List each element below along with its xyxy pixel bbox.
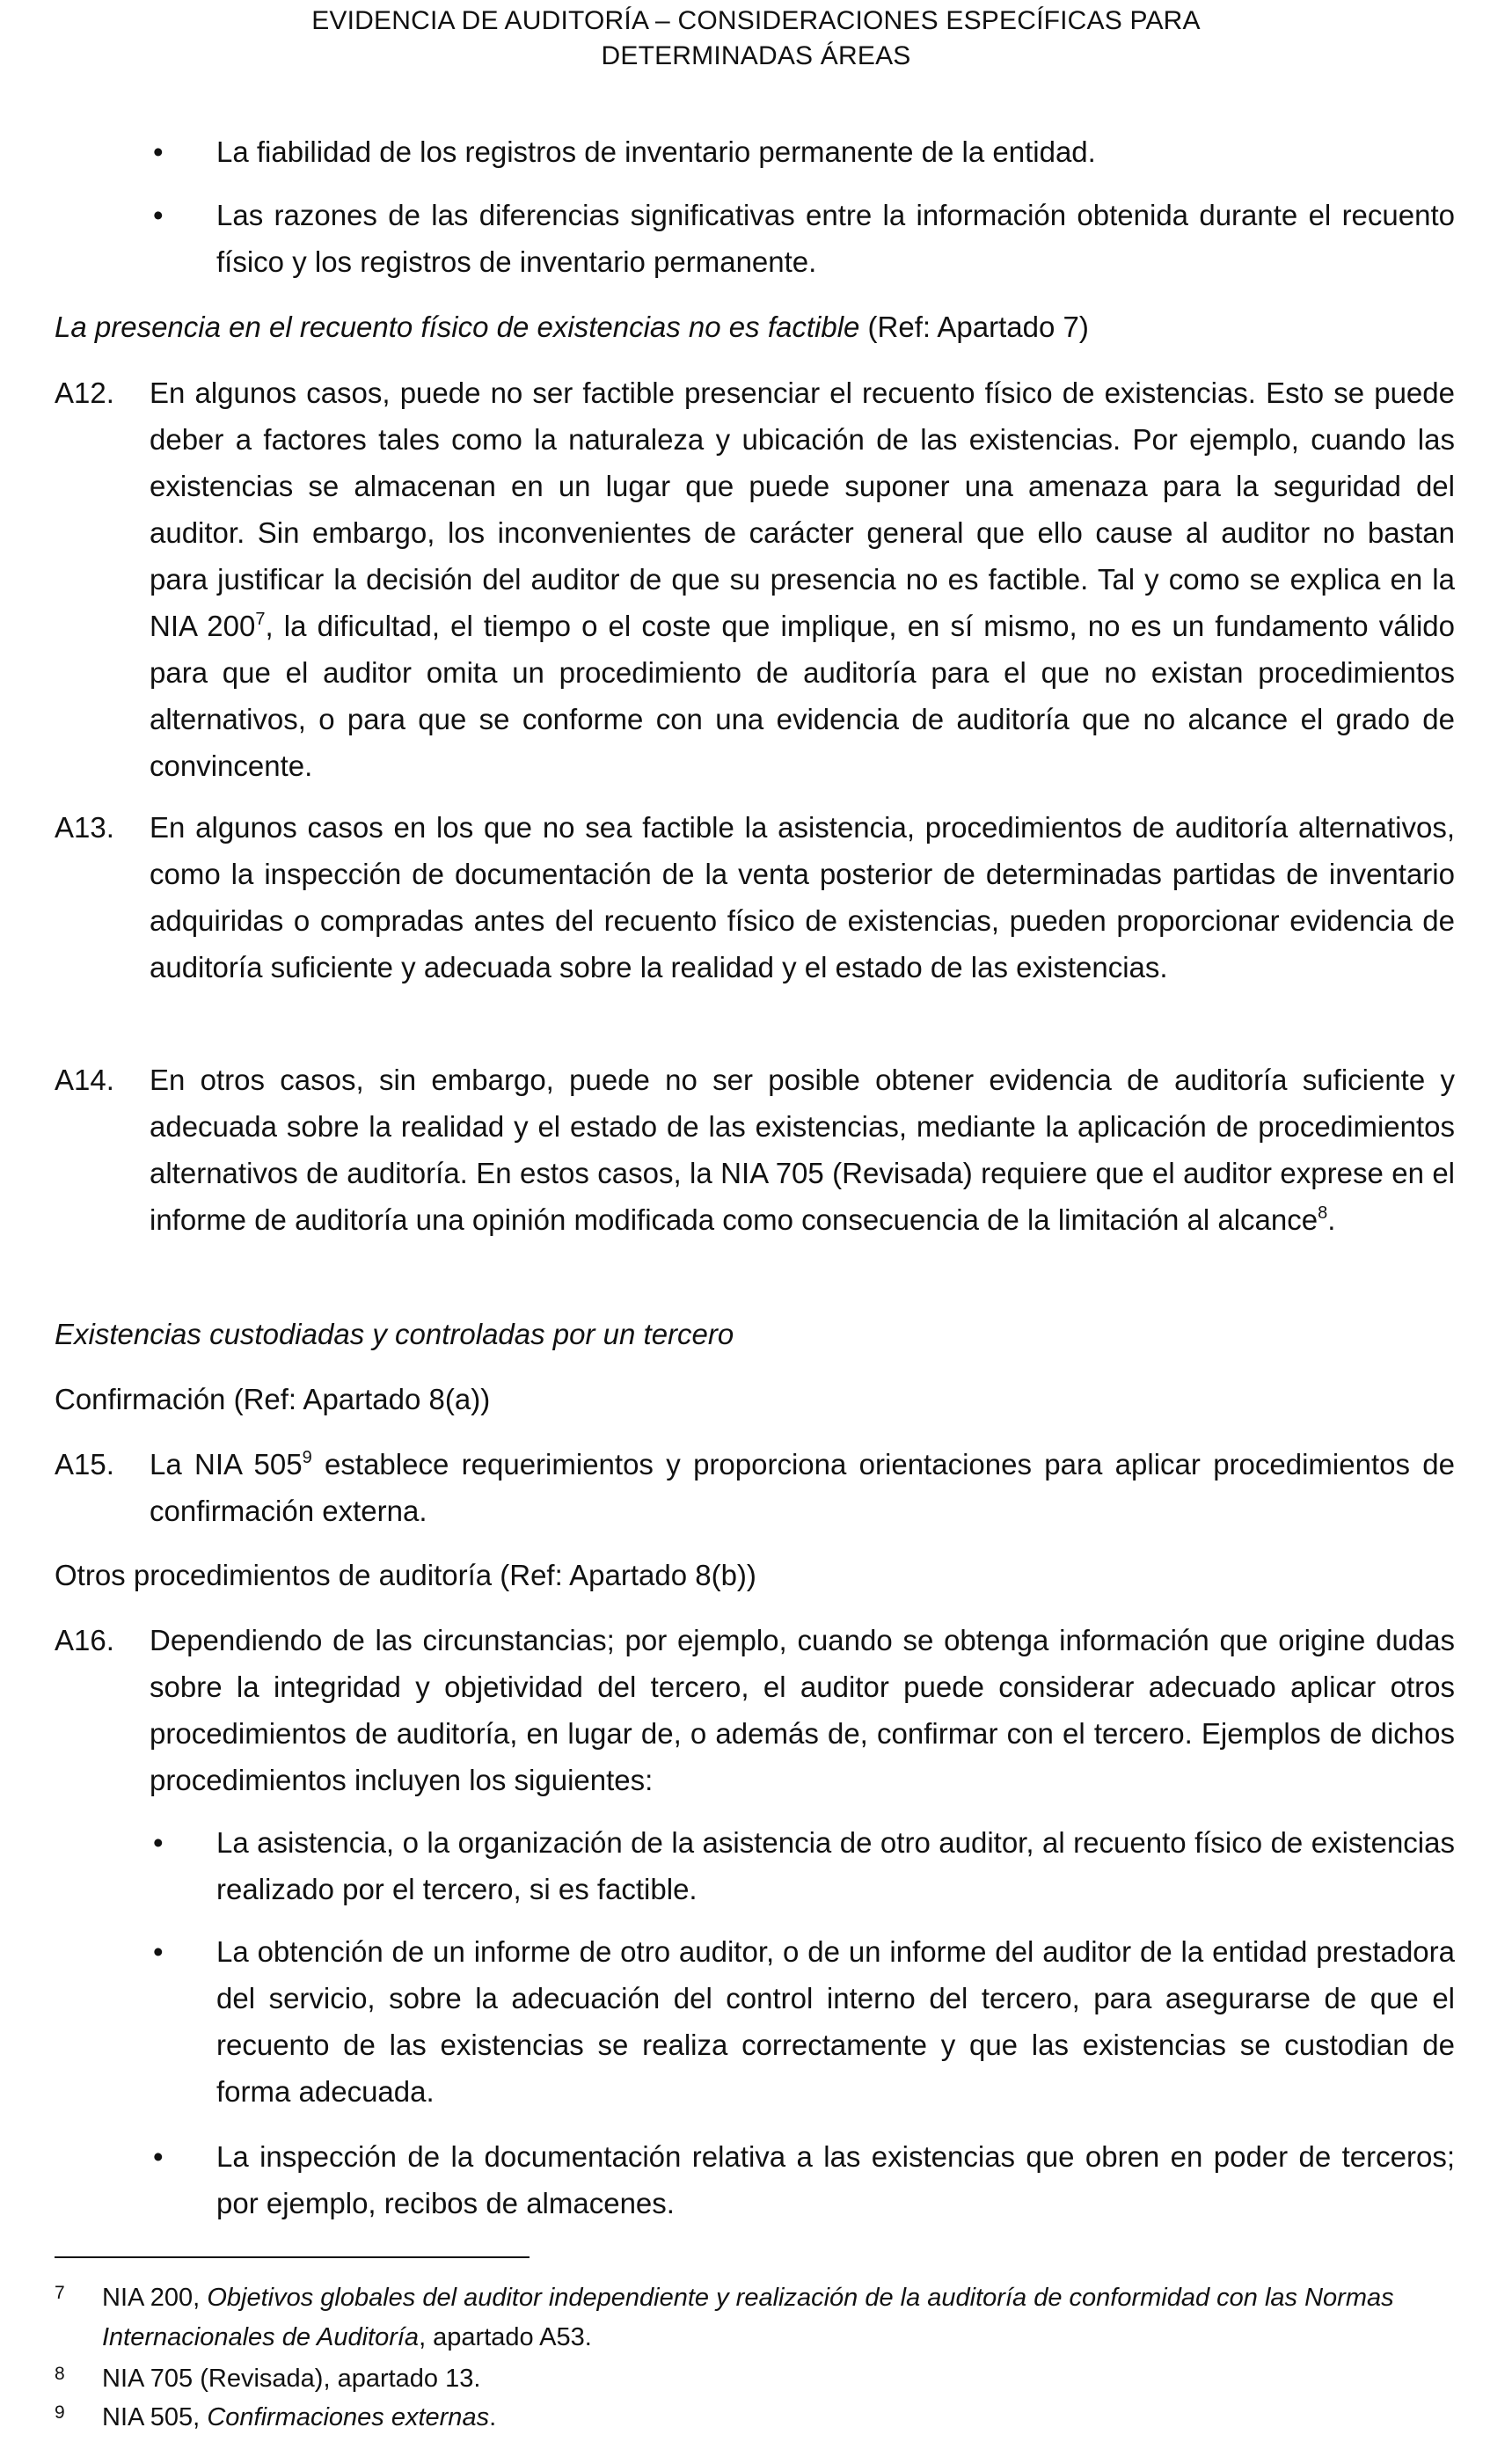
- paragraph-number: A14.: [55, 1064, 114, 1096]
- paragraph-number: A15.: [55, 1448, 114, 1481]
- list-item: [153, 128, 1455, 175]
- footnote-ref: 7: [255, 610, 266, 629]
- list-item: [153, 192, 1455, 285]
- footnote-text: [102, 2278, 1462, 2358]
- bullet-text: La inspección de la documentación relativa a las existencias que obren en poder de terceros; por ejemplo, recibos de almacenes.: [216, 2140, 1455, 2219]
- paragraph-text: [150, 1441, 1455, 1534]
- footnote-ref: 8: [1318, 1203, 1328, 1223]
- bullet-icon: •: [153, 135, 164, 168]
- bullet-text: La obtención de un informe de otro auditor, o de un informe del auditor de la entidad prestadora del servicio, sobre la adecuación del control interno del tercero, para asegurarse de que el recuento de las existencias se realiza correctamente y que las existencias se custodian de forma adecuada.: [216, 1935, 1455, 2108]
- footnote-9: [55, 2398, 1462, 2438]
- bullet-icon: •: [153, 2140, 164, 2173]
- text-segment: En algunos casos, puede no ser factible presenciar el recuento físico de existencias. Esto se puede deber a factores tales como la naturaleza y ubicación de las existencias. Por ejemplo, cuando las existencias se almacenan en un lugar que puede suponer una amenaza para la seguridad del auditor. Sin embargo, los inconvenientes de carácter general que ello cause al auditor no bastan para justificar la decisión del auditor de que su presencia no es factible. Tal y como se explica en la NIA 200: [150, 377, 1455, 642]
- paragraph-text: [150, 1056, 1455, 1243]
- text-segment: Confirmaciones externas: [207, 2403, 490, 2431]
- footnote-number: 9: [55, 2402, 65, 2423]
- paragraph-a15: [55, 1441, 1455, 1534]
- header-line-1: EVIDENCIA DE AUDITORÍA – CONSIDERACIONES ESPECÍFICAS PARA: [311, 6, 1201, 35]
- footnote-number: 8: [55, 2364, 65, 2384]
- bullet-text: La asistencia, o la organización de la asistencia de otro auditor, al recuento físico de existencias realizado por el tercero, si es factible.: [216, 1826, 1455, 1905]
- paragraph-text: En algunos casos en los que no sea factible la asistencia, procedimientos de auditoría alternativos, como la inspección de documentación de la venta posterior de determinadas partidas de inventario adquiridas o compradas antes del recuento físico de existencias, pueden proporcionar evidencia de auditoría suficiente y adecuada sobre la realidad y el estado de las existencias.: [150, 811, 1455, 983]
- footnote-separator: [55, 2256, 530, 2258]
- paragraph-a13: [55, 804, 1455, 1042]
- text-segment: NIA 705 (Revisada), apartado 13.: [102, 2365, 481, 2393]
- bullet-text: La fiabilidad de los registros de inventario permanente de la entidad.: [216, 135, 1096, 168]
- bullet-icon: •: [153, 1935, 164, 1968]
- subsection-heading: Confirmación (Ref: Apartado 8(a)): [55, 1383, 491, 1415]
- bullet-icon: •: [153, 1826, 164, 1859]
- text-segment: En otros casos, sin embargo, puede no ser posible obtener evidencia de auditoría suficiente y adecuada sobre la realidad y el estado de las existencias, mediante la aplicación de procedimientos alternativos de auditoría. En estos casos, la NIA 705 (Revisada) requiere que el auditor exprese en el informe de auditoría una opinión modificada como consecuencia de la limitación al alcance: [150, 1064, 1455, 1236]
- text-segment: Objetivos globales del auditor independiente y realización de la auditoría de conformidad con las Normas Internacionales de Auditoría: [102, 2284, 1394, 2351]
- footnote-number: 7: [55, 2283, 65, 2303]
- text-segment: La NIA 505: [150, 1448, 303, 1481]
- running-header: [0, 4, 1512, 74]
- section-heading: [55, 303, 1455, 350]
- section-heading: Existencias custodiadas y controladas por un tercero: [55, 1318, 734, 1350]
- footnote-text: [102, 2398, 1462, 2438]
- text-segment: establece requerimientos y proporciona orientaciones para aplicar procedimientos de confirmación externa.: [150, 1448, 1455, 1527]
- text-segment: , apartado A53.: [419, 2323, 592, 2351]
- header-line-2: DETERMINADAS ÁREAS: [601, 41, 911, 70]
- paragraph-number: A13.: [55, 811, 114, 844]
- footnote-8: [55, 2359, 1462, 2399]
- paragraph-number: A16.: [55, 1624, 114, 1656]
- text-segment: NIA 505,: [102, 2403, 208, 2431]
- subsection-heading: Otros procedimientos de auditoría (Ref: Apartado 8(b)): [55, 1559, 756, 1591]
- paragraph-text: Dependiendo de las circunstancias; por ejemplo, cuando se obtenga información que origine dudas sobre la integridad y objetividad del tercero, el auditor puede considerar adecuado aplicar otros procedimientos de auditoría, en lugar de, o además de, confirmar con el tercero. Ejemplos de dichos procedimientos incluyen los siguientes:: [150, 1624, 1455, 1796]
- footnote-7: [55, 2278, 1462, 2358]
- text-segment: , la dificultad, el tiempo o el coste que implique, en sí mismo, no es un fundamento válido para que el auditor omita un procedimiento de auditoría para el que no existan procedimientos alternativos, o para que se conforme con una evidencia de auditoría que no alcance el grado de convincente.: [150, 610, 1456, 782]
- bullet-icon: •: [153, 199, 164, 231]
- text-segment: .: [1327, 1203, 1336, 1236]
- paragraph-a12: [55, 369, 1455, 792]
- paragraph-a16: [55, 1617, 1455, 1805]
- text-segment: .: [489, 2403, 497, 2431]
- paragraph-text: [150, 369, 1455, 789]
- list-item: [153, 2133, 1455, 2226]
- heading-ref: (Ref: Apartado 7): [859, 311, 1089, 343]
- footnote-text: [102, 2359, 1462, 2399]
- heading-italic: La presencia en el recuento físico de existencias no es factible: [55, 311, 860, 343]
- bullet-text: Las razones de las diferencias significativas entre la información obtenida durante el recuento físico y los registros de inventario permanente.: [216, 199, 1455, 278]
- paragraph-a14: [55, 1056, 1455, 1294]
- footnote-ref: 9: [302, 1448, 312, 1467]
- list-item: [153, 1819, 1455, 1912]
- paragraph-number: A12.: [55, 377, 114, 409]
- text-segment: NIA 200,: [102, 2284, 208, 2312]
- list-item: [153, 1928, 1455, 2115]
